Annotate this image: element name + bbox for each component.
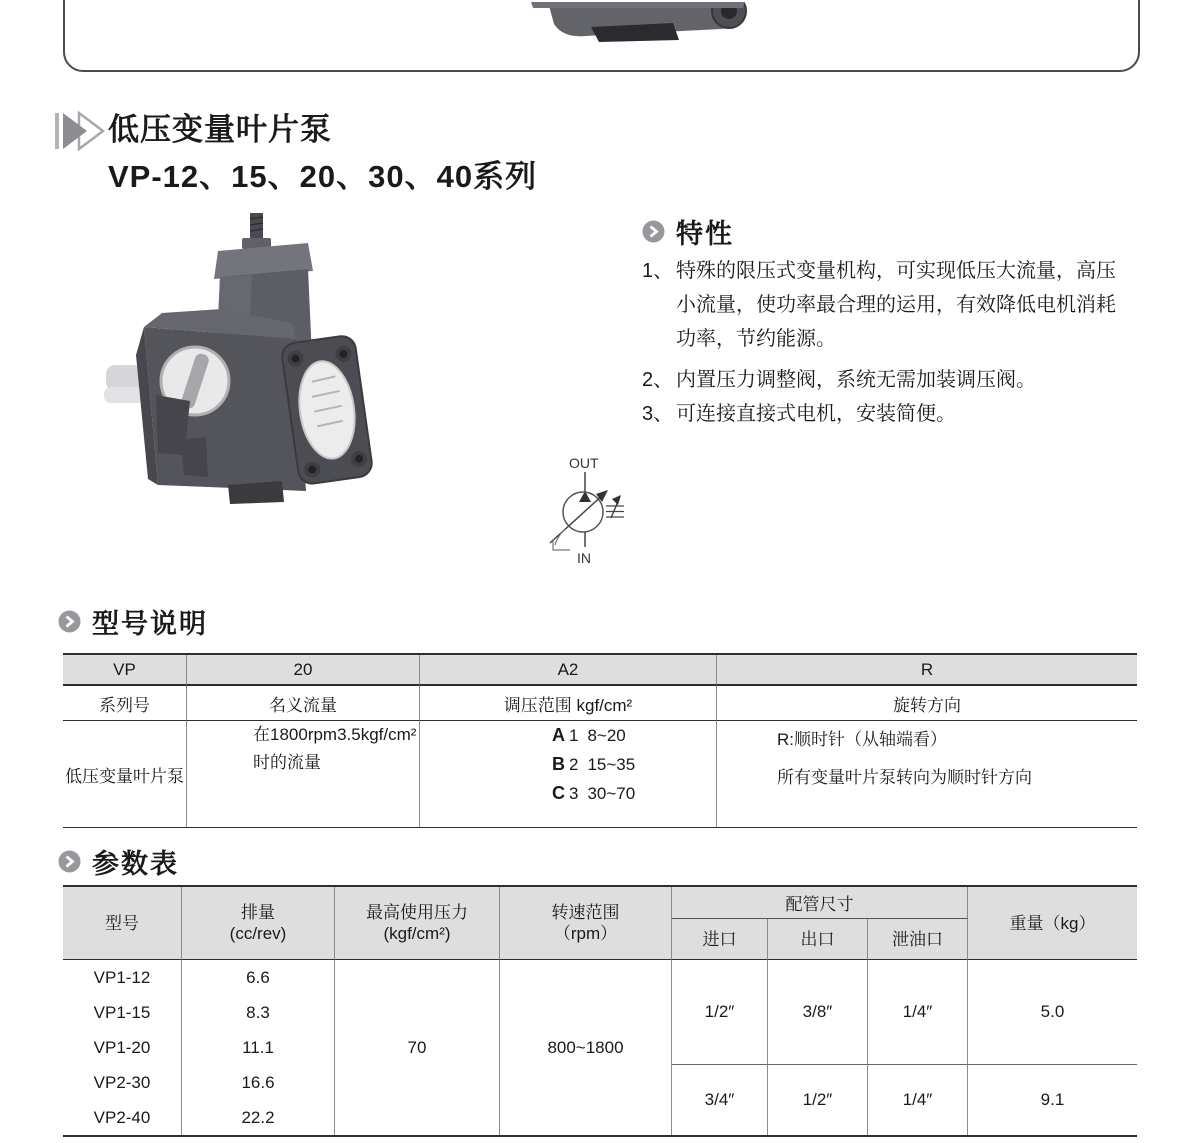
- model-code-subheader-cell: 名义流量: [187, 686, 420, 721]
- inlet-size-vp2: 3/4″: [672, 1065, 768, 1135]
- pressure-range-cell: [420, 721, 717, 827]
- symbol-in-label: IN: [577, 550, 591, 566]
- model-name: VP1-12: [93, 968, 151, 987]
- features-list: [642, 254, 1190, 431]
- spec-header-inlet: 进口: [672, 919, 768, 960]
- section-bullet-icon: [58, 850, 81, 873]
- model-section-head: [58, 602, 208, 641]
- symbol-out-label: OUT: [569, 455, 599, 471]
- top-product-box: [63, 0, 1140, 72]
- spec-header-model: 型号: [63, 887, 182, 960]
- model-code-subheader-cell: 系列号: [63, 686, 187, 721]
- model-name: VP2-30: [93, 1073, 151, 1092]
- pump-product-photo: [100, 205, 380, 505]
- drain-size-vp2: 1/4″: [868, 1065, 968, 1135]
- spec-header-weight: 重量（kg）: [968, 887, 1137, 960]
- pressure-code-row: B 2 15~35: [552, 754, 636, 774]
- features-heading: 特性: [676, 219, 734, 249]
- section-bullet-icon: [58, 610, 81, 633]
- pump-photo-partial-icon: [523, 2, 753, 42]
- rotation-cell: R:顺时针（从轴端看） 所有变量叶片泵转向为顺时针方向: [777, 730, 1032, 787]
- model-name: VP1-15: [93, 1003, 151, 1022]
- inlet-size-vp1: 1/2″: [672, 960, 768, 1065]
- model-code-header-cell: A2: [420, 655, 717, 686]
- model-list-cell: [63, 960, 182, 1135]
- pressure-code-row: C 3 30~70: [552, 783, 636, 803]
- displacement-value: 8.3: [246, 1003, 270, 1022]
- weight-vp2: 9.1: [1040, 1090, 1065, 1109]
- page-title: [108, 106, 537, 200]
- model-code-header-cell: VP: [63, 655, 187, 686]
- section-bullet-icon: [642, 220, 665, 243]
- page-title-line2: VP-12、15、20、30、40系列: [108, 159, 538, 194]
- spec-header-displacement: 排量 (cc/rev): [182, 887, 335, 960]
- feature-item: 2、 内置压力调整阀，系统无需加装调压阀。: [642, 369, 1036, 391]
- model-name: VP1-20: [93, 1038, 151, 1057]
- displacement-value: 16.6: [241, 1073, 275, 1092]
- drain-size-vp1: 1/4″: [868, 960, 968, 1065]
- nominal-flow-cell: 在1800rpm3.5kgf/cm² 时的流量: [187, 721, 420, 827]
- spec-header-speed: 转速范围 （rpm）: [500, 887, 672, 960]
- model-code-subheader-cell: 调压范围 kgf/cm²: [420, 686, 717, 721]
- series-name-cell: 低压变量叶片泵: [63, 721, 187, 827]
- displacement-value: 6.6: [246, 968, 270, 987]
- model-section-heading: 型号说明: [92, 609, 208, 639]
- spec-header-drain: 泄油口: [868, 919, 968, 960]
- pressure-code-row: A 1 8~20: [552, 725, 626, 745]
- displacement-list-cell: [182, 960, 335, 1135]
- features-section-head: [642, 212, 734, 251]
- speed-range-cell: 800~1800: [500, 960, 672, 1135]
- outlet-size-vp1: 3/8″: [768, 960, 868, 1065]
- model-code-subheader-cell: 旋转方向: [717, 686, 1137, 721]
- page-title-line1: 低压变量叶片泵: [108, 112, 332, 147]
- spec-header-pipe: 配管尺寸: [672, 887, 968, 919]
- model-code-header-cell: R: [717, 655, 1137, 686]
- spec-header-outlet: 出口: [768, 919, 868, 960]
- weight-vp1: 5.0: [968, 960, 1137, 1065]
- model-name: VP2-40: [93, 1108, 151, 1127]
- max-pressure-cell: 70: [335, 960, 500, 1135]
- pump-symbol: [545, 450, 630, 570]
- displacement-value: 22.2: [241, 1108, 275, 1127]
- outlet-size-vp2: 1/2″: [768, 1065, 868, 1135]
- model-code-table: [63, 653, 1137, 828]
- spec-header-pressure: 最高使用压力 (kgf/cm²): [335, 887, 500, 960]
- title-arrows-icon: [55, 110, 107, 152]
- displacement-value: 11.1: [242, 1038, 274, 1057]
- spec-section-heading: 参数表: [92, 849, 179, 879]
- feature-item: 1、 特殊的限压式变量机构，可实现低压大流量，高压 小流量，使功率最合理的运用，有效降低电机消耗 功率，节约能源。: [642, 260, 1116, 350]
- spec-section-head: [58, 842, 179, 881]
- model-code-header-cell: 20: [187, 655, 420, 686]
- spec-table: [63, 885, 1137, 1137]
- feature-item: 3、 可连接直接式电机，安装简便。: [642, 403, 956, 425]
